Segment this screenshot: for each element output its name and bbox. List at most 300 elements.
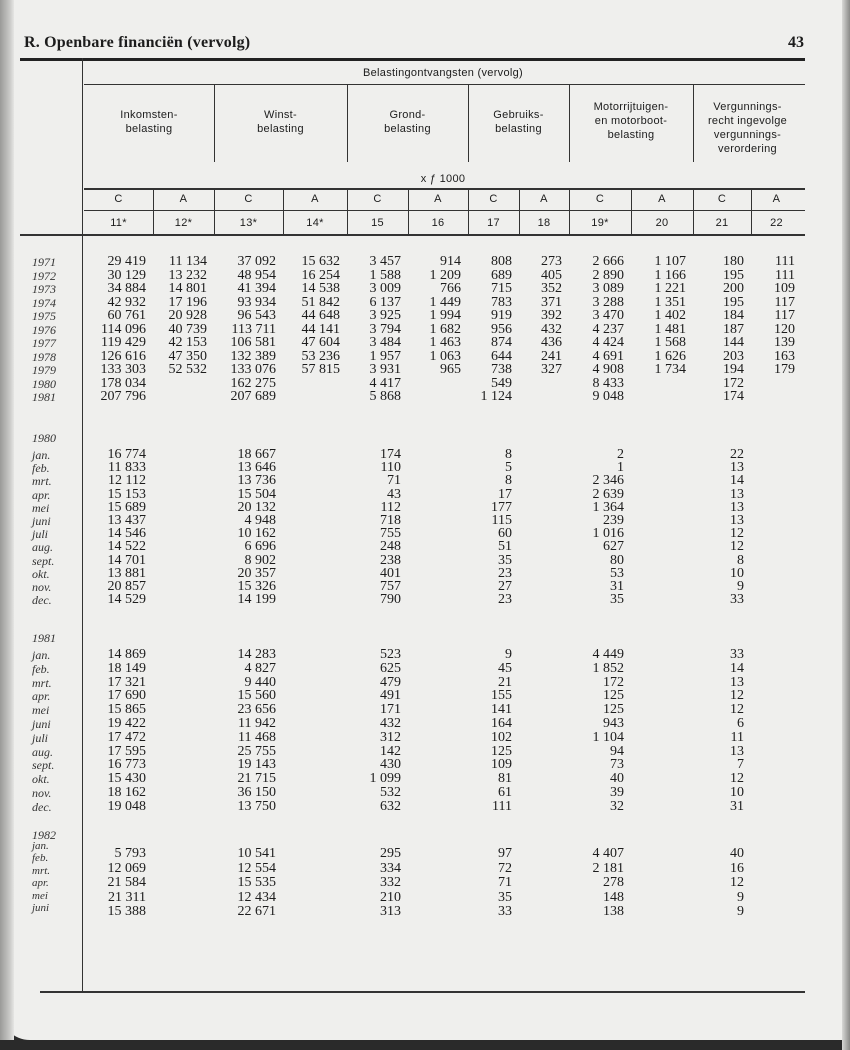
table-cell: 119 429: [101, 335, 146, 350]
table-cell: 184: [723, 308, 744, 323]
table-cell: 13 750: [237, 798, 276, 814]
table-row: [0, 800, 842, 814]
table-cell: 57 815: [301, 362, 340, 377]
table-cell: 13: [730, 499, 744, 515]
table-cell: 4 948: [244, 513, 276, 528]
table-row: [0, 282, 842, 296]
table-cell: 755: [380, 526, 401, 542]
table-cell: 4 908: [592, 362, 624, 377]
table-cell: 15 865: [107, 702, 146, 718]
table-cell: 689: [491, 267, 512, 283]
table-cell: 15 326: [237, 579, 276, 594]
table-cell: 19 048: [107, 798, 146, 814]
table-cell: 17 595: [107, 743, 146, 759]
row-label: apr.: [32, 487, 51, 502]
table-cell: 125: [603, 688, 624, 704]
table-cell: 35: [498, 889, 512, 905]
table-cell: 430: [380, 757, 401, 773]
table-cell: 155: [491, 688, 512, 704]
table-row: [0, 786, 842, 800]
table-cell: 195: [723, 294, 744, 310]
table-cell: 112: [380, 499, 401, 515]
table-cell: 1 221: [654, 281, 686, 296]
section-year: 1980: [32, 431, 56, 445]
table-cell: 9 048: [592, 389, 624, 404]
table-cell: 13 736: [237, 473, 276, 489]
table-cell: 1 852: [592, 660, 624, 676]
table-cell: 113 711: [231, 321, 276, 337]
table-cell: 20 928: [168, 308, 207, 323]
table-cell: 3 925: [369, 308, 401, 323]
table-cell: 16 774: [107, 447, 146, 462]
table-cell: 1 364: [592, 499, 624, 515]
table-cell: 1 994: [429, 308, 461, 323]
table-cell: 1 449: [429, 294, 461, 310]
table-cell: 126 616: [100, 348, 146, 364]
table-cell: 35: [498, 552, 512, 568]
row-label: nov.: [32, 580, 52, 594]
group-header: Grond- belasting: [384, 109, 431, 135]
row-label: juni: [32, 717, 51, 731]
table-cell: 114 096: [101, 321, 146, 337]
table-cell: 248: [380, 539, 401, 555]
table-cell: 10: [730, 565, 744, 581]
table-row: [0, 717, 842, 731]
sub-header-A: A: [658, 193, 666, 205]
sub-header-A: A: [179, 193, 188, 205]
table-cell: 1 063: [429, 348, 461, 364]
table-row: [0, 336, 842, 350]
table-cell: 162 275: [230, 375, 276, 391]
table-cell: 115: [491, 513, 512, 528]
table-cell: 2: [617, 447, 624, 462]
row-label: sept.: [32, 553, 55, 568]
table-cell: 14 283: [237, 647, 276, 662]
table-cell: 956: [491, 321, 512, 337]
table-cell: 12 434: [237, 889, 276, 905]
row-label: apr.: [32, 689, 51, 704]
row-label: 1974: [32, 295, 56, 310]
table-cell: 207 796: [100, 389, 146, 404]
table-cell: 14: [730, 660, 744, 676]
table-cell: 1 734: [654, 362, 686, 377]
table-cell: 42 153: [168, 335, 207, 350]
table-cell: 15 535: [237, 875, 276, 890]
row-label: juli: [32, 527, 49, 542]
row-label: 1981: [32, 390, 56, 404]
table-cell: 33: [730, 592, 744, 608]
table-cell: 4 237: [592, 321, 624, 337]
table-row: [0, 390, 842, 404]
table-cell: 352: [541, 281, 562, 296]
table-cell: 238: [380, 552, 401, 568]
table-cell: 13: [730, 674, 744, 690]
table-cell: 164: [491, 716, 512, 731]
group-header: Winst- belasting: [257, 109, 304, 135]
table-cell: 194: [723, 362, 744, 377]
table-cell: 40: [730, 846, 744, 861]
table-cell: 45: [498, 660, 512, 676]
table-cell: 313: [380, 904, 401, 919]
table-cell: 15 388: [107, 904, 146, 919]
table-cell: 33: [498, 904, 512, 919]
table-cell: 73: [610, 757, 624, 773]
table-cell: 106 581: [230, 335, 276, 350]
table-cell: 8: [505, 447, 512, 462]
table-cell: 210: [380, 889, 401, 905]
table-cell: 11 134: [169, 254, 207, 269]
table-row: [0, 363, 842, 377]
table-cell: 532: [380, 785, 401, 800]
table-cell: 627: [603, 539, 624, 555]
table-cell: 10 162: [237, 526, 276, 542]
row-label: mrt.: [32, 675, 52, 690]
table-cell: 278: [603, 875, 624, 890]
table-cell: 1 626: [654, 348, 686, 364]
table-cell: 138: [603, 904, 624, 919]
table-cell: 12: [730, 702, 744, 718]
column-number: 20: [655, 217, 669, 229]
table-cell: 16 773: [107, 757, 146, 773]
table-cell: 12 554: [237, 860, 276, 876]
column-number: 21: [715, 217, 729, 229]
table-cell: 17 472: [107, 729, 146, 745]
table-cell: 163: [774, 348, 795, 364]
table-cell: 9 440: [244, 674, 276, 690]
rule: [84, 210, 805, 211]
row-label: jan.: [32, 840, 49, 852]
table-cell: 117: [774, 308, 795, 323]
table-cell: 1 463: [429, 335, 461, 350]
table-cell: 37 092: [237, 254, 276, 269]
table-cell: 172: [723, 375, 744, 391]
table-cell: 14 546: [107, 526, 146, 542]
row-label: feb.: [32, 461, 50, 476]
table-cell: 12: [730, 539, 744, 555]
table-cell: 9: [737, 579, 744, 594]
table-cell: 392: [541, 308, 562, 323]
row-label: mei: [32, 889, 48, 902]
table-cell: 94: [610, 743, 624, 759]
table-cell: 2 666: [592, 254, 624, 269]
column-number: 17: [487, 217, 500, 229]
row-label: 1975: [32, 309, 56, 323]
table-cell: 327: [541, 362, 562, 377]
column-number: 13*: [239, 217, 258, 229]
table-cell: 432: [541, 321, 562, 337]
table-cell: 21 584: [107, 875, 146, 890]
table-cell: 51 842: [301, 294, 340, 310]
table-cell: 11 942: [238, 716, 276, 731]
table-cell: 179: [774, 362, 795, 377]
row-label: juli: [32, 730, 49, 745]
table-cell: 14 801: [168, 281, 207, 296]
table-cell: 171: [380, 702, 401, 718]
table-cell: 295: [380, 846, 401, 861]
table-cell: 25 755: [237, 743, 276, 759]
table-cell: 1 481: [654, 321, 686, 337]
table-cell: 13 437: [107, 513, 146, 528]
table-cell: 41 394: [237, 281, 276, 296]
table-cell: 2 346: [592, 473, 624, 489]
row-label: sept.: [32, 758, 55, 773]
row-label: 1976: [32, 322, 56, 337]
table-cell: 718: [380, 513, 401, 528]
table-cell: 3 288: [592, 294, 624, 310]
table-cell: 405: [541, 267, 562, 283]
table-cell: 52 532: [168, 362, 207, 377]
table-cell: 6 696: [244, 539, 276, 555]
column-number: 14*: [306, 217, 324, 229]
table-cell: 2 639: [592, 486, 624, 502]
table-cell: 479: [380, 674, 401, 690]
table-cell: 21 715: [237, 771, 276, 787]
table-cell: 53: [610, 565, 624, 581]
table-cell: 35: [610, 592, 624, 608]
table-cell: 3 009: [369, 281, 401, 296]
row-label: feb.: [32, 661, 50, 676]
table-cell: 117: [774, 294, 795, 310]
table-cell: 111: [775, 254, 795, 269]
table-cell: 9: [737, 904, 744, 919]
rule: [84, 84, 805, 85]
table-cell: 6 137: [369, 294, 401, 310]
table-cell: 523: [380, 647, 401, 662]
table-cell: 2 181: [592, 860, 624, 876]
section-year: 1981: [32, 631, 56, 645]
table-cell: 148: [603, 889, 624, 905]
table-cell: 109: [774, 281, 795, 296]
table-cell: 1 166: [654, 267, 686, 283]
table-cell: 8: [737, 552, 744, 568]
table-cell: 172: [603, 674, 624, 690]
row-label: apr.: [32, 877, 49, 890]
table-cell: 16: [730, 860, 744, 876]
sub-header-C: C: [489, 193, 498, 205]
table-cell: 790: [380, 592, 401, 608]
table-cell: 71: [387, 473, 401, 489]
table-cell: 51: [498, 539, 512, 555]
table-cell: 14 869: [107, 647, 146, 662]
row-label: 1972: [32, 268, 56, 283]
table-cell: 203: [723, 348, 744, 364]
table-cell: 9: [737, 889, 744, 905]
table-cell: 102: [491, 729, 512, 745]
row-label: juni: [32, 514, 51, 528]
row-label: 1977: [32, 336, 56, 350]
column-number: 15: [371, 217, 384, 229]
table-cell: 174: [723, 389, 744, 404]
table-cell: 61: [498, 785, 512, 800]
rule: [20, 234, 805, 236]
row-label: mrt.: [32, 474, 52, 489]
table-cell: 436: [541, 335, 562, 350]
table-cell: 12: [730, 526, 744, 542]
table-cell: 33: [730, 647, 744, 662]
table-cell: 195: [723, 267, 744, 283]
table-row: [0, 847, 842, 861]
table-cell: 491: [380, 688, 401, 704]
table-cell: 177: [491, 499, 512, 515]
table-cell: 111: [775, 267, 795, 283]
table-cell: 15 689: [107, 499, 146, 515]
table-cell: 1 402: [654, 308, 686, 323]
table-cell: 47 604: [301, 335, 340, 350]
table-cell: 93 934: [237, 294, 276, 310]
table-cell: 715: [491, 281, 512, 296]
table-cell: 312: [380, 729, 401, 745]
table-cell: 334: [380, 860, 401, 876]
sub-header-A: A: [540, 193, 548, 205]
table-cell: 783: [491, 294, 512, 310]
table-cell: 53 236: [301, 348, 340, 364]
table-cell: 1 104: [592, 729, 624, 745]
row-label: 1978: [32, 349, 56, 364]
top-rule: [20, 58, 805, 61]
table-cell: 12: [730, 771, 744, 787]
sub-header-A: A: [434, 193, 442, 205]
group-header: Vergunnings- recht ingevolge vergunnings- verordering: [707, 101, 788, 155]
table-cell: 71: [498, 875, 512, 890]
column-number: 11*: [110, 217, 127, 229]
table-cell: 40 739: [168, 321, 207, 337]
table-row: [0, 593, 842, 607]
row-label: jan.: [32, 648, 51, 662]
table-cell: 111: [492, 798, 512, 814]
table-cell: 4 417: [369, 375, 401, 391]
table-cell: 141: [491, 702, 512, 718]
table-cell: 80: [610, 552, 624, 568]
table-cell: 273: [541, 254, 562, 269]
table-cell: 22 671: [237, 904, 276, 919]
table-cell: 3 931: [369, 362, 401, 377]
table-cell: 1 016: [592, 526, 624, 542]
table-cell: 874: [491, 335, 512, 350]
table-cell: 16 254: [301, 267, 340, 283]
table-cell: 47 350: [168, 348, 207, 364]
row-label: dec.: [32, 593, 52, 608]
table-cell: 11 468: [238, 729, 276, 745]
table-cell: 200: [723, 281, 744, 296]
table-cell: 943: [603, 716, 624, 731]
table-cell: 738: [491, 362, 512, 377]
table-cell: 125: [603, 702, 624, 718]
table-cell: 919: [491, 308, 512, 323]
table-cell: 1 107: [654, 254, 686, 269]
row-label: feb.: [32, 852, 49, 865]
table-cell: 1 099: [369, 771, 401, 787]
sub-header-C: C: [373, 193, 382, 205]
table-cell: 19 143: [237, 757, 276, 773]
table-cell: 207 689: [230, 389, 276, 404]
table-cell: 139: [774, 335, 795, 350]
table-cell: 22: [730, 447, 744, 462]
sub-header-A: A: [311, 193, 319, 205]
table-cell: 13: [730, 486, 744, 502]
section-year: 1982: [32, 828, 56, 842]
table-cell: 96 543: [237, 308, 276, 323]
table-cell: 14: [730, 473, 744, 489]
table-cell: 21 311: [108, 889, 146, 905]
table-cell: 31: [610, 579, 624, 594]
table-cell: 11 833: [108, 460, 146, 476]
row-label: 1980: [32, 376, 56, 391]
table-cell: 1 568: [654, 335, 686, 350]
table-cell: 21: [498, 674, 512, 690]
table-cell: 174: [380, 447, 401, 462]
table-cell: 43: [387, 486, 401, 502]
table-row: [0, 648, 842, 662]
table-cell: 81: [498, 771, 512, 787]
table-cell: 2 890: [592, 267, 624, 283]
table-cell: 187: [723, 321, 744, 337]
table-cell: 18 162: [107, 785, 146, 800]
table-cell: 60 761: [107, 308, 146, 323]
table-cell: 23: [498, 592, 512, 608]
table-cell: 72: [498, 860, 512, 876]
table-cell: 4 424: [592, 335, 624, 350]
table-cell: 965: [440, 362, 461, 377]
group-header: Inkomsten- belasting: [120, 109, 178, 135]
table-cell: 11: [730, 729, 744, 745]
table-cell: 3 457: [369, 254, 401, 269]
table-cell: 110: [380, 460, 401, 476]
table-cell: 12: [730, 688, 744, 704]
table-cell: 19 422: [107, 716, 146, 731]
table-row: [0, 309, 842, 323]
table-cell: 15 560: [237, 688, 276, 704]
table-cell: 97: [498, 846, 512, 861]
table-row: [0, 662, 842, 676]
table-row: [0, 255, 842, 269]
table-cell: 5 793: [114, 846, 146, 861]
column-number: 12*: [174, 217, 193, 229]
table-cell: 17 196: [168, 294, 207, 310]
table-row: [0, 862, 842, 876]
group-header: Motorrijtuigen- en motorboot- belasting: [593, 101, 669, 141]
page-edge: [842, 0, 850, 1050]
sub-header-C: C: [717, 193, 727, 205]
table-cell: 125: [491, 743, 512, 759]
table-cell: 39: [610, 785, 624, 800]
row-label: 1979: [32, 363, 56, 377]
table-cell: 133 303: [100, 362, 146, 377]
row-label: aug.: [32, 540, 53, 555]
sub-header-C: C: [595, 193, 605, 205]
table-cell: 29 419: [107, 254, 146, 269]
table-cell: 15 632: [301, 254, 340, 269]
table-cell: 9: [505, 647, 512, 662]
column-number: 18: [537, 217, 551, 229]
table-cell: 30 129: [107, 267, 146, 283]
row-label: aug.: [32, 744, 53, 759]
table-cell: 757: [380, 579, 401, 594]
table-cell: 13 881: [107, 565, 146, 581]
table-cell: 23 656: [237, 702, 276, 718]
table-row: [0, 905, 842, 919]
row-label: okt.: [32, 566, 50, 581]
table-cell: 20 132: [237, 499, 276, 515]
table-cell: 3 470: [592, 308, 624, 323]
table-cell: 241: [541, 348, 562, 364]
row-label: 1971: [32, 255, 56, 269]
table-cell: 5 868: [369, 389, 401, 404]
row-label: jan.: [32, 448, 51, 462]
table-cell: 4 827: [244, 660, 276, 676]
table-cell: 4 691: [592, 348, 624, 364]
table-cell: 18 149: [107, 660, 146, 676]
sub-header-C: C: [114, 193, 123, 205]
